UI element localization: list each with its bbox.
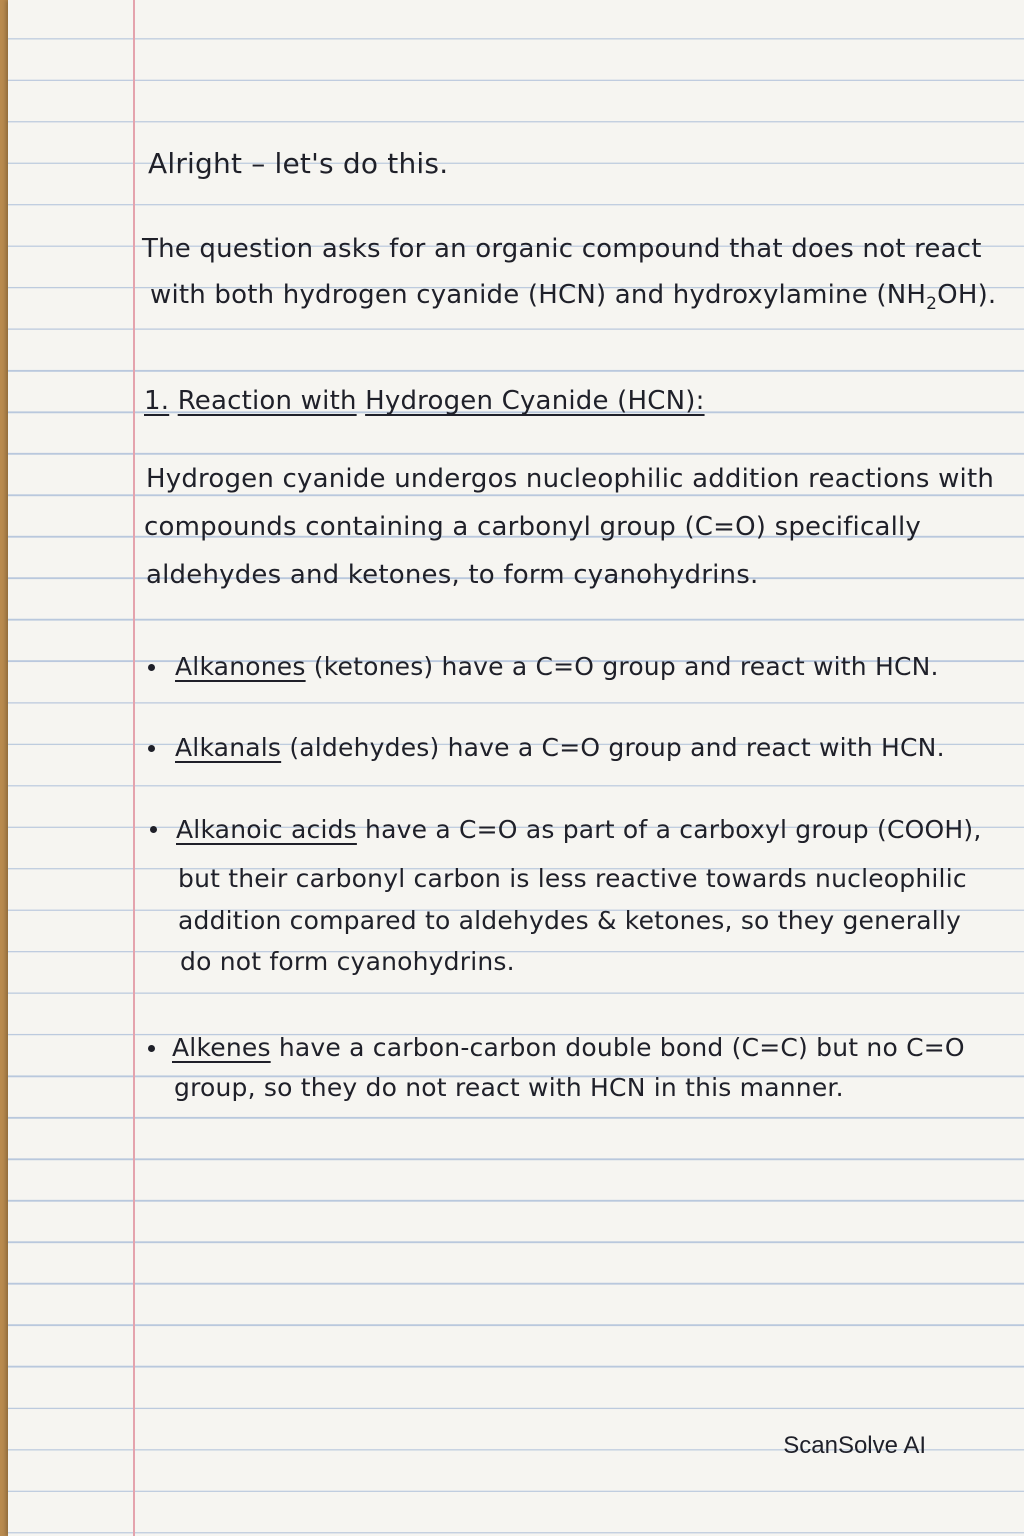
question-line-2 [150,282,996,313]
bullet-text: (ketones) have a C=O group and react with HCN. [313,652,939,681]
bullet-dot [150,826,157,833]
section-number: 1. [144,386,170,416]
section-heading-part-a: Reaction with [177,386,357,416]
bullet-ketones [175,654,939,679]
question-line-1: The question asks for an organic compound that does not react [142,234,982,264]
bullet-dot [148,664,155,671]
bullet-text: have a carbon-carbon double bond (C=C) but no C=O [278,1033,965,1062]
question-subscript: 2 [926,294,938,314]
bullet-dot [148,1045,155,1052]
bullet-acids-line-4: do not form cyanohydrins. [180,947,515,976]
paragraph-line-2: compounds containing a carbonyl group (C=O) specifically [144,512,922,542]
bullet-alkenes-line-2: group, so they do not react with HCN in this manner. [174,1073,844,1102]
bullet-dot [148,745,155,752]
bullet-term: Alkanoic acids [176,815,357,844]
question-line-2-pre: with both hydrogen cyanide (HCN) and hydroxylamine (NH [150,280,927,310]
intro-text: Alright – let's do this. [148,147,449,180]
bullet-term: Alkanals [175,733,282,762]
bullet-alkenes-line-1 [172,1035,965,1060]
bullet-aldehydes [175,735,945,760]
bullet-term: Alkenes [172,1033,271,1062]
bullet-acids-line-2: but their carbonyl carbon is less reactive towards nucleophilic [178,864,967,893]
bullet-text: (aldehydes) have a C=O group and react with HCN. [289,733,945,762]
margin-line [133,0,135,1536]
paragraph-line-3: aldehydes and ketones, to form cyanohydrins. [146,560,759,590]
bullet-acids-line-3: addition compared to aldehydes & ketones, so they generally [178,906,962,935]
brand-watermark: ScanSolve AI [783,1432,926,1459]
bullet-term: Alkanones [175,652,306,681]
bullet-acids-line-1 [176,817,982,842]
bullet-text: have a C=O as part of a carboxyl group (COOH), [365,815,982,844]
paragraph-line-1: Hydrogen cyanide undergos nucleophilic addition reactions with [146,464,995,494]
notebook-page [8,0,1024,1536]
section-heading-part-b: Hydrogen Cyanide (HCN): [365,386,705,416]
section-heading [144,388,705,414]
question-line-2-post: OH). [937,280,997,310]
